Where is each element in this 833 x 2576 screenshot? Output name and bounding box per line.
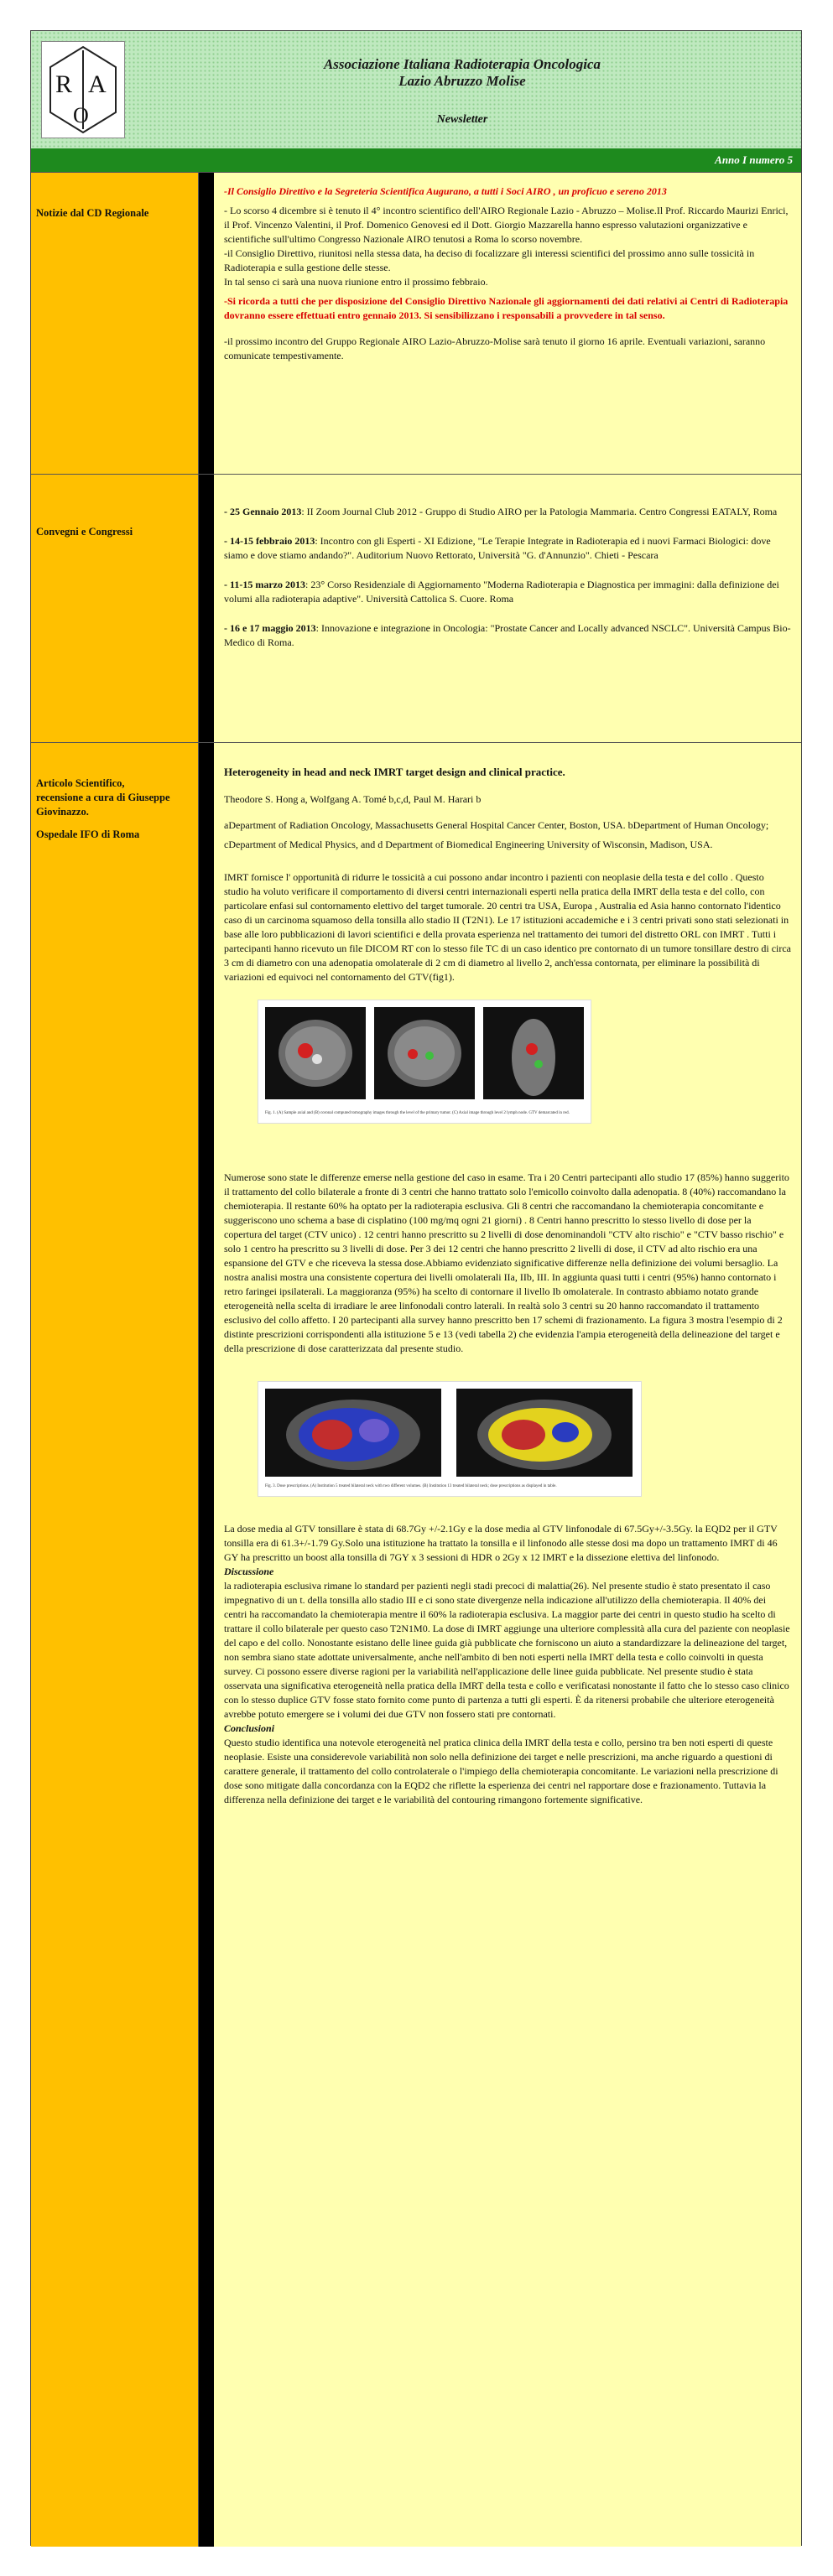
section-content [214,173,801,475]
event-text: : Innovazione e integrazione in Oncologia: "Prostate Cancer and Locally advanced NSCLC". Università Campus Bio-Medico di Roma. [224,622,791,648]
newsletter-label: Newsletter [436,113,488,126]
event-item [224,621,791,650]
association-line-2: Lazio Abruzzo Molise [398,73,526,89]
association-line-1: Associazione Italiana Radioterapia Oncologica [323,56,601,72]
association-name [132,56,793,90]
section-title [36,776,191,842]
section-sidebar [31,173,199,475]
issue-number: Anno I numero 5 [715,153,793,166]
issue-bar [31,148,801,172]
section-convegni [31,474,801,743]
news-paragraph: In tal senso ci sarà una nuova riunione entro il prossimo febbraio. [224,276,488,288]
divider-bar [199,173,214,475]
section-title-line: recensione a cura di Giuseppe Giovinazzo. [36,792,170,818]
event-item [224,578,791,606]
event-item [224,505,791,519]
airo-logo [41,41,125,138]
conclusion-heading: Conclusioni [224,1722,275,1734]
news-paragraph: -il Consiglio Direttivo, riunitosi nella stessa data, ha deciso di focalizzare gli interessi scientifici del prossimo anno sulle tossicità in Radioterapia e sulla gestione delle stesse. [224,247,755,273]
article-body: La dose media al GTV tonsillare è stata di 68.7Gy +/-2.1Gy e la dose media al GTV linfonodale di 67.5Gy+/-3.5Gy. la EQD2 per il GTV tonsilla era di 61.3+/-1.79 Gy.Solo una istituzione ha trattato la tonsilla e il linfonodo alle stesse dosi ma dopo un trattamento IMRT di 46 GY ha prescritto un boost alla tonsilla di 7GY x 3 sessioni di HDR o 2Gy x 12 IMRT e la dissezione elettiva del linfonodo. [224,1523,778,1563]
section-title-line: Articolo Scientifico, [36,777,125,789]
svg-text:A: A [88,70,107,98]
conclusion-text: Questo studio identifica una notevole eterogeneità nel pratica clinica della IMRT della testa e collo, persino tra ben noti esperti di queste neoplasie. Esiste una considerevole variabilità non solo nella definizione dei target e nelle prescrizioni, ma anche riguardo a questioni di carattere generale, il trattamento del collo controlaterale o l'impiego della chemioterapia concomitante. Le variazioni nella prescrizione di dose sono mitigate dalla concordanza con la EQD2 che riflette la esperienza dei centri nel rapportare dose e frazionamento. Tuttavia la differenza nella definizione dei target e le variabilità del contouring rimangono fortemente significative. [224,1737,778,1805]
svg-text:R: R [55,70,73,98]
discussion-text: la radioterapia esclusiva rimane lo standard per pazienti negli stadi precoci di malattia(26). Nel presente studio è stato presentato il caso impegnativo di un t. della tonsilla allo stadio III e ci sono state divergenze nella indicazione all'utilizzo della chemioterapia. Il 40% dei centri ha raccomandato la chemioterapia mentre il 60% la radioterapia esclusiva. La maggior parte dei centri in questo studio ha scelto di trattare il collo bilaterale per questo caso T2N1M0. La dose di IMRT aggiunge una ulteriore complessità alla cura del paziente con neoplasie del capo e del collo. Nonostante esistano delle linee guida già pubblicate che forniscono un aiuto a standardizzare la delineazione del target, non sembra siano state adottate universalmente, anche nell'ambito di ben noti esperti nella IMRT della testa e collo coinvolti in questa survey. Ci possono essere diverse ragioni per la variabilità nell'applicazione delle linee guida pubblicate. Nel presente studio è stata osservata una significativa eterogeneità nella pratica della IMRT della testa e collo e verificatasi nonostante il fatto che lo stesso caso clinico con lo stesso duplice GTV fosse stato fornito come punto di partenza a tutti gli esperti. È da ritenersi probabile che ulteriore eterogeneità avrebbe potuto emergere se i volumi dei due GTV non fossero stati pre contornati. [224,1580,790,1720]
divider-bar [199,475,214,743]
section-content [214,475,801,743]
event-date: - 14-15 febbraio 2013 [224,535,315,547]
figure-1-caption: Fig. 1. (A) Sample axial and (B) coronal computed tomography images through the level of the primary tumor. (C) Axial image through level 2 lymph node. GTV demarcated in red. [265,1111,570,1115]
figure-3-caption: Fig. 3. Dose prescriptions. (A) Institution 5 treated bilateral neck with two different volumes. (B) Institution 13 treated bilateral neck; dose prescriptions as displayed in table. [265,1484,557,1488]
event-date: - 11-15 marzo 2013 [224,579,305,590]
section-title-line: Ospedale IFO di Roma [36,828,140,840]
greeting-note: -Il Consiglio Direttivo e la Segreteria Scientifica Augurano, a tutti i Soci AIRO , un proficuo e sereno 2013 [224,185,667,197]
section-sidebar [31,475,199,743]
next-meeting-note: -il prossimo incontro del Gruppo Regionale AIRO Lazio-Abruzzo-Molise sarà tenuto il giorno 16 aprile. Eventuali variazioni, saranno comunicate tempestivamente. [224,335,766,361]
reminder-note: -Si ricorda a tutti che per disposizione del Consiglio Direttivo Nazionale gli aggiornamenti dei dati relativi ai Centri di Radioterapia dovranno essere effettuati entro gennaio 2013. Si sensibilizzano i responsabili a provvedere in tal senso. [224,295,789,321]
section-content [214,743,801,2547]
section-cd-regionale [31,172,801,475]
article-body: IMRT fornisce l' opportunità di ridurre le tossicità a cui possono andar incontro i pazienti con neoplasie della testa e del collo . Questo studio ha voluto verificare il comportamento di diversi centri internazionali esperti nella pratica della IMRT della testa e del collo, con particolare enfasi sul contornamento elettivo del target tumorale. 20 centri tra USA, Europa , Australia ed Asia hanno contornato l'identico caso di un carcinoma squamoso della tonsilla allo stadio II (T2N1). Le 17 istituzioni accademiche e i 3 centri privati sono stati selezionati in base alle loro pubblicazioni di lavori scientifici e della provata esperienza nel trattamento dei tumori del distretto ORL con IMRT . Tutti i partecipanti hanno ricevuto un file DICOM RT con lo stesso file TC di un caso identico pre contornato di un tumore tonsillare destro di circa 3 cm di diametro con una adenopatia omolaterale di 2 cm di diametro al livello 2, anch'essa contornata, per eliminare la possibilità di variazioni ed equivoci nel contornamento del GTV(fig1). [224,871,792,983]
newsletter-header [31,31,801,149]
newsletter-page [30,30,802,2546]
divider-bar [199,743,214,2547]
section-sidebar [31,743,199,2547]
news-paragraph: - Lo scorso 4 dicembre si è tenuto il 4° incontro scientifico dell'AIRO Regionale Lazio - Abruzzo – Molise.Il Prof. Riccardo Maurizi Enrici, il Prof. Vincenzo Valentini, il Prof. Domenico Genovesi ed il Dott. Giorgio Mazzarella hanno espresso valutazioni organizzative e scientifiche sull'ultimo Congresso Nazionale AIRO tenutosi a Roma lo scorso novembre. [224,205,789,245]
article-title: Heterogeneity in head and neck IMRT target design and clinical practice. [224,766,565,778]
event-text: : II Zoom Journal Club 2012 - Gruppo di Studio AIRO per la Patologia Mammaria. Centro Congressi EATALY, Roma [301,506,778,517]
event-date: - 25 Gennaio 2013 [224,506,302,517]
event-item [224,534,791,563]
article-body: Numerose sono state le differenze emerse nella gestione del caso in esame. Tra i 20 Centri partecipanti allo studio 17 (85%) hanno suggerito il trattamento del collo bilaterale a fronte di 3 centri che hanno trattato solo l'emicollo coinvolto dalla adenopatia. 8 (40%) raccomandano la chemioterapia. Il restante 60% ha optato per la radioterapia esclusiva. Gli 8 centri che raccomandano la chemioterapia concomitante e suggeriscono uno schema a base di cisplatino (100 mg/mq ogni 21 giorni) . 8 Centri hanno prescritto lo stesso livello di dose per la copertura del target (CTV unico) . 12 centri hanno prescritto su 2 livelli di dose denominandoli "CTV alto rischio" e "CTV basso rischio" e solo 1 centro ha prescritto su 3 livelli di dose. Per 3 dei 12 centri che hanno prescritto 2 livelli di dose, il CTV ad alto rischio era una espansione del GTV e che riceveva la stessa dose.Abbiamo evidenziato significative differenze nella definizione dei volumi bersaglio. La nostra analisi mostra una consistente copertura dei livelli omolaterali IIa, IIb, III. In aggiunta quasi tutti i centri (95%) hanno contornato i retro faringei ipsilaterali. La maggioranza (95%) ha scelto di contornare il livello Ib omolaterale. In contrasto abbiamo notato grande eterogeneità nella scelta di irradiare le aree linfonodali contro laterali. In realtà solo 3 centri su 20 hanno raccomandato il trattamento esclusivo del collo affetto. I 20 partecipanti alla survey hanno prescritto ben 17 schemi di frazionamento. La figura 3 mostra l'esempio di 2 distinte prescrizioni corrispondenti alla istituzione 5 e 13 (vedi tabella 2) che evidenzia l'ampia eterogeneità della delineazione del target e della prescrizione di dose caratterizzata dal presente studio. [224,1171,789,1354]
article-authors: Theodore S. Hong a, Wolfgang A. Tomé b,c,d, Paul M. Harari b [224,793,482,805]
event-text: : 23° Corso Residenziale di Aggiornamento "Moderna Radioterapia e Diagnostica per immagini: dalla definizione dei volumi alla radioterapia adaptive". Università Cattolica S. Cuore. Roma [224,579,779,605]
dose-prescription-images [265,1389,634,1481]
section-title: Notizie dal CD Regionale [36,207,149,219]
section-title: Convegni e Congressi [36,526,133,538]
ct-scan-images [265,1007,584,1108]
figure-3 [258,1381,642,1497]
article-affiliation: cDepartment of Medical Physics, and d Department of Biomedical Engineering University of Wisconsin, Madison, USA. [224,839,713,850]
figure-1 [258,1000,591,1124]
event-text: : Incontro con gli Esperti - XI Edizione, "Le Terapie Integrate in Radioterapia ed i nuovi Farmaci Biologici: dove siamo e dove stiamo andando?". Auditorium Nuovo Rettorato, Università "G. d'Annunzio". Chieti - Pescara [224,535,771,561]
event-date: - 16 e 17 maggio 2013 [224,622,316,634]
discussion-heading: Discussione [224,1566,274,1577]
section-articolo [31,742,801,2547]
svg-text:O: O [73,103,89,127]
article-affiliation: aDepartment of Radiation Oncology, Massachusetts General Hospital Cancer Center, Boston, USA. bDepartment of Human Oncology; [224,819,769,831]
